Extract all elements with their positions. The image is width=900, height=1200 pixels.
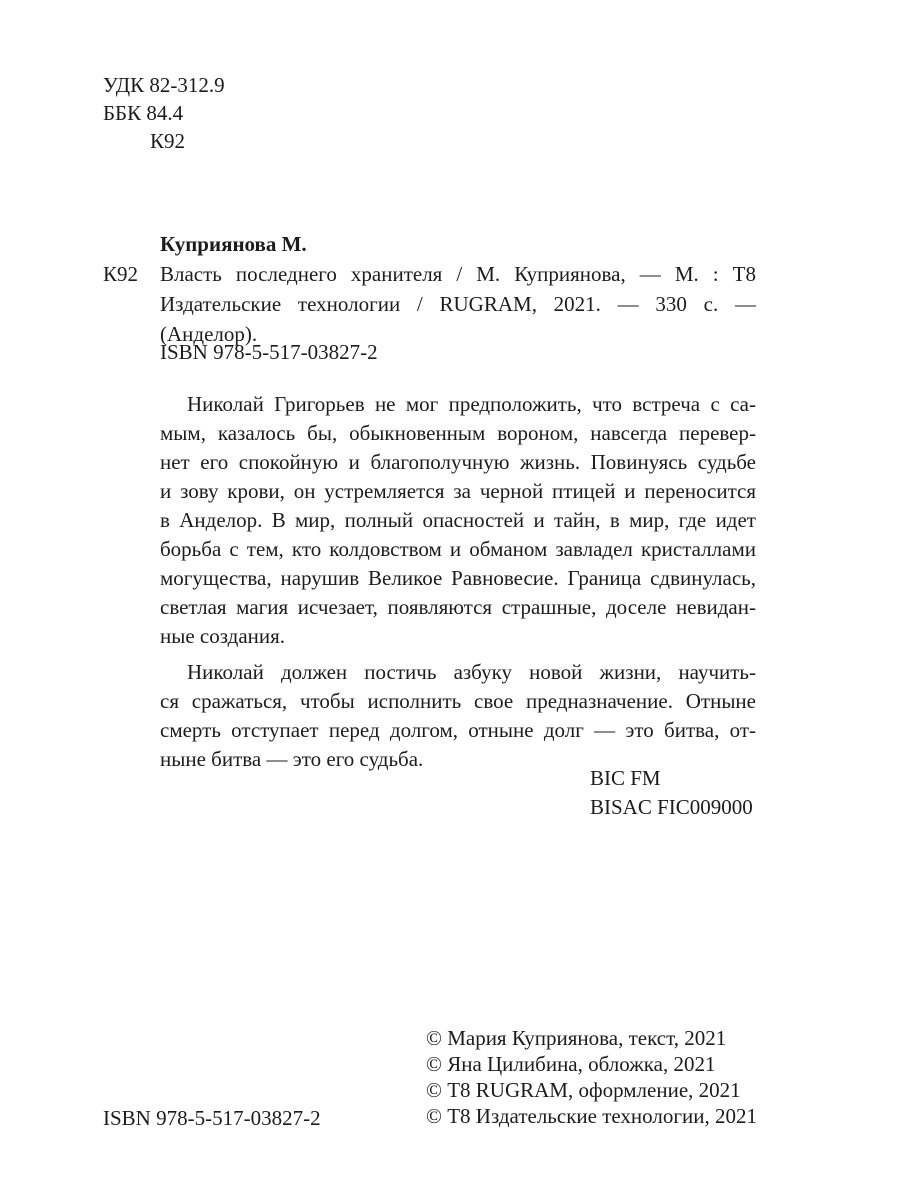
bbk-code: ББК 84.4: [103, 101, 184, 125]
annotation-line: смерть отступает перед долгом, отныне долг — это битва, от-: [160, 718, 756, 742]
copyright-line: © Т8 Издательские технологии, 2021: [426, 1104, 757, 1128]
annotation-paragraph: [160, 390, 756, 651]
copyright-block: [426, 1025, 757, 1129]
author-heading: Куприянова М.: [160, 232, 307, 256]
annotation-line: ные создания.: [160, 624, 286, 648]
subject-codes: [590, 764, 753, 822]
annotation-line: в Анделор. В мир, полный опасностей и тайн, в мир, где идет: [160, 508, 756, 532]
copyright-line: © Мария Куприянова, текст, 2021: [426, 1026, 727, 1050]
bib-cutter-mark: К92: [103, 262, 139, 286]
annotation-line: нет его спокойную и благополучную жизнь. Повинуясь судьбе: [160, 450, 756, 474]
annotation-line: могущества, нарушив Великое Равновесие. Граница сдвинулась,: [160, 566, 756, 590]
annotation-line: ся сражаться, чтобы исполнить свое предназначение. Отныне: [160, 689, 756, 713]
bisac-code: BISAC FIC009000: [590, 795, 753, 819]
copyright-line: © Т8 RUGRAM, оформление, 2021: [426, 1078, 741, 1102]
annotation-line: борьба с тем, кто колдовством и обманом завладел кристаллами: [160, 537, 756, 561]
udk-code: УДК 82-312.9: [103, 73, 225, 97]
cutter-mark: К92: [150, 129, 186, 153]
annotation-line: ныне битва — это его судьба.: [160, 747, 424, 771]
bic-code: BIC FM: [590, 766, 661, 790]
annotation-line: светлая магия исчезает, появляются страшные, доселе невидан-: [160, 595, 756, 619]
annotation: [160, 390, 756, 781]
annotation-line: Николай должен постичь азбуку новой жизни, научить-: [187, 660, 756, 684]
isbn-footer: ISBN 978-5-517-03827-2: [103, 1106, 321, 1130]
copyright-line: © Яна Цилибина, обложка, 2021: [426, 1052, 716, 1076]
bibliographic-description: [160, 259, 756, 349]
annotation-line: Николай Григорьев не мог предположить, что встреча с са-: [187, 392, 756, 416]
bib-line: Издательские технологии / RUGRAM, 2021. — 330 с. — (Анделор).: [160, 292, 756, 346]
annotation-paragraph: [160, 658, 756, 774]
bib-line: Власть последнего хранителя / М. Куприянова, — М. : Т8: [160, 262, 756, 286]
annotation-line: мым, казалось бы, обыкновенным вороном, навсегда перевер-: [160, 421, 756, 445]
isbn-record: ISBN 978-5-517-03827-2: [160, 340, 378, 364]
annotation-line: и зову крови, он устремляется за черной птицей и переносится: [160, 479, 756, 503]
